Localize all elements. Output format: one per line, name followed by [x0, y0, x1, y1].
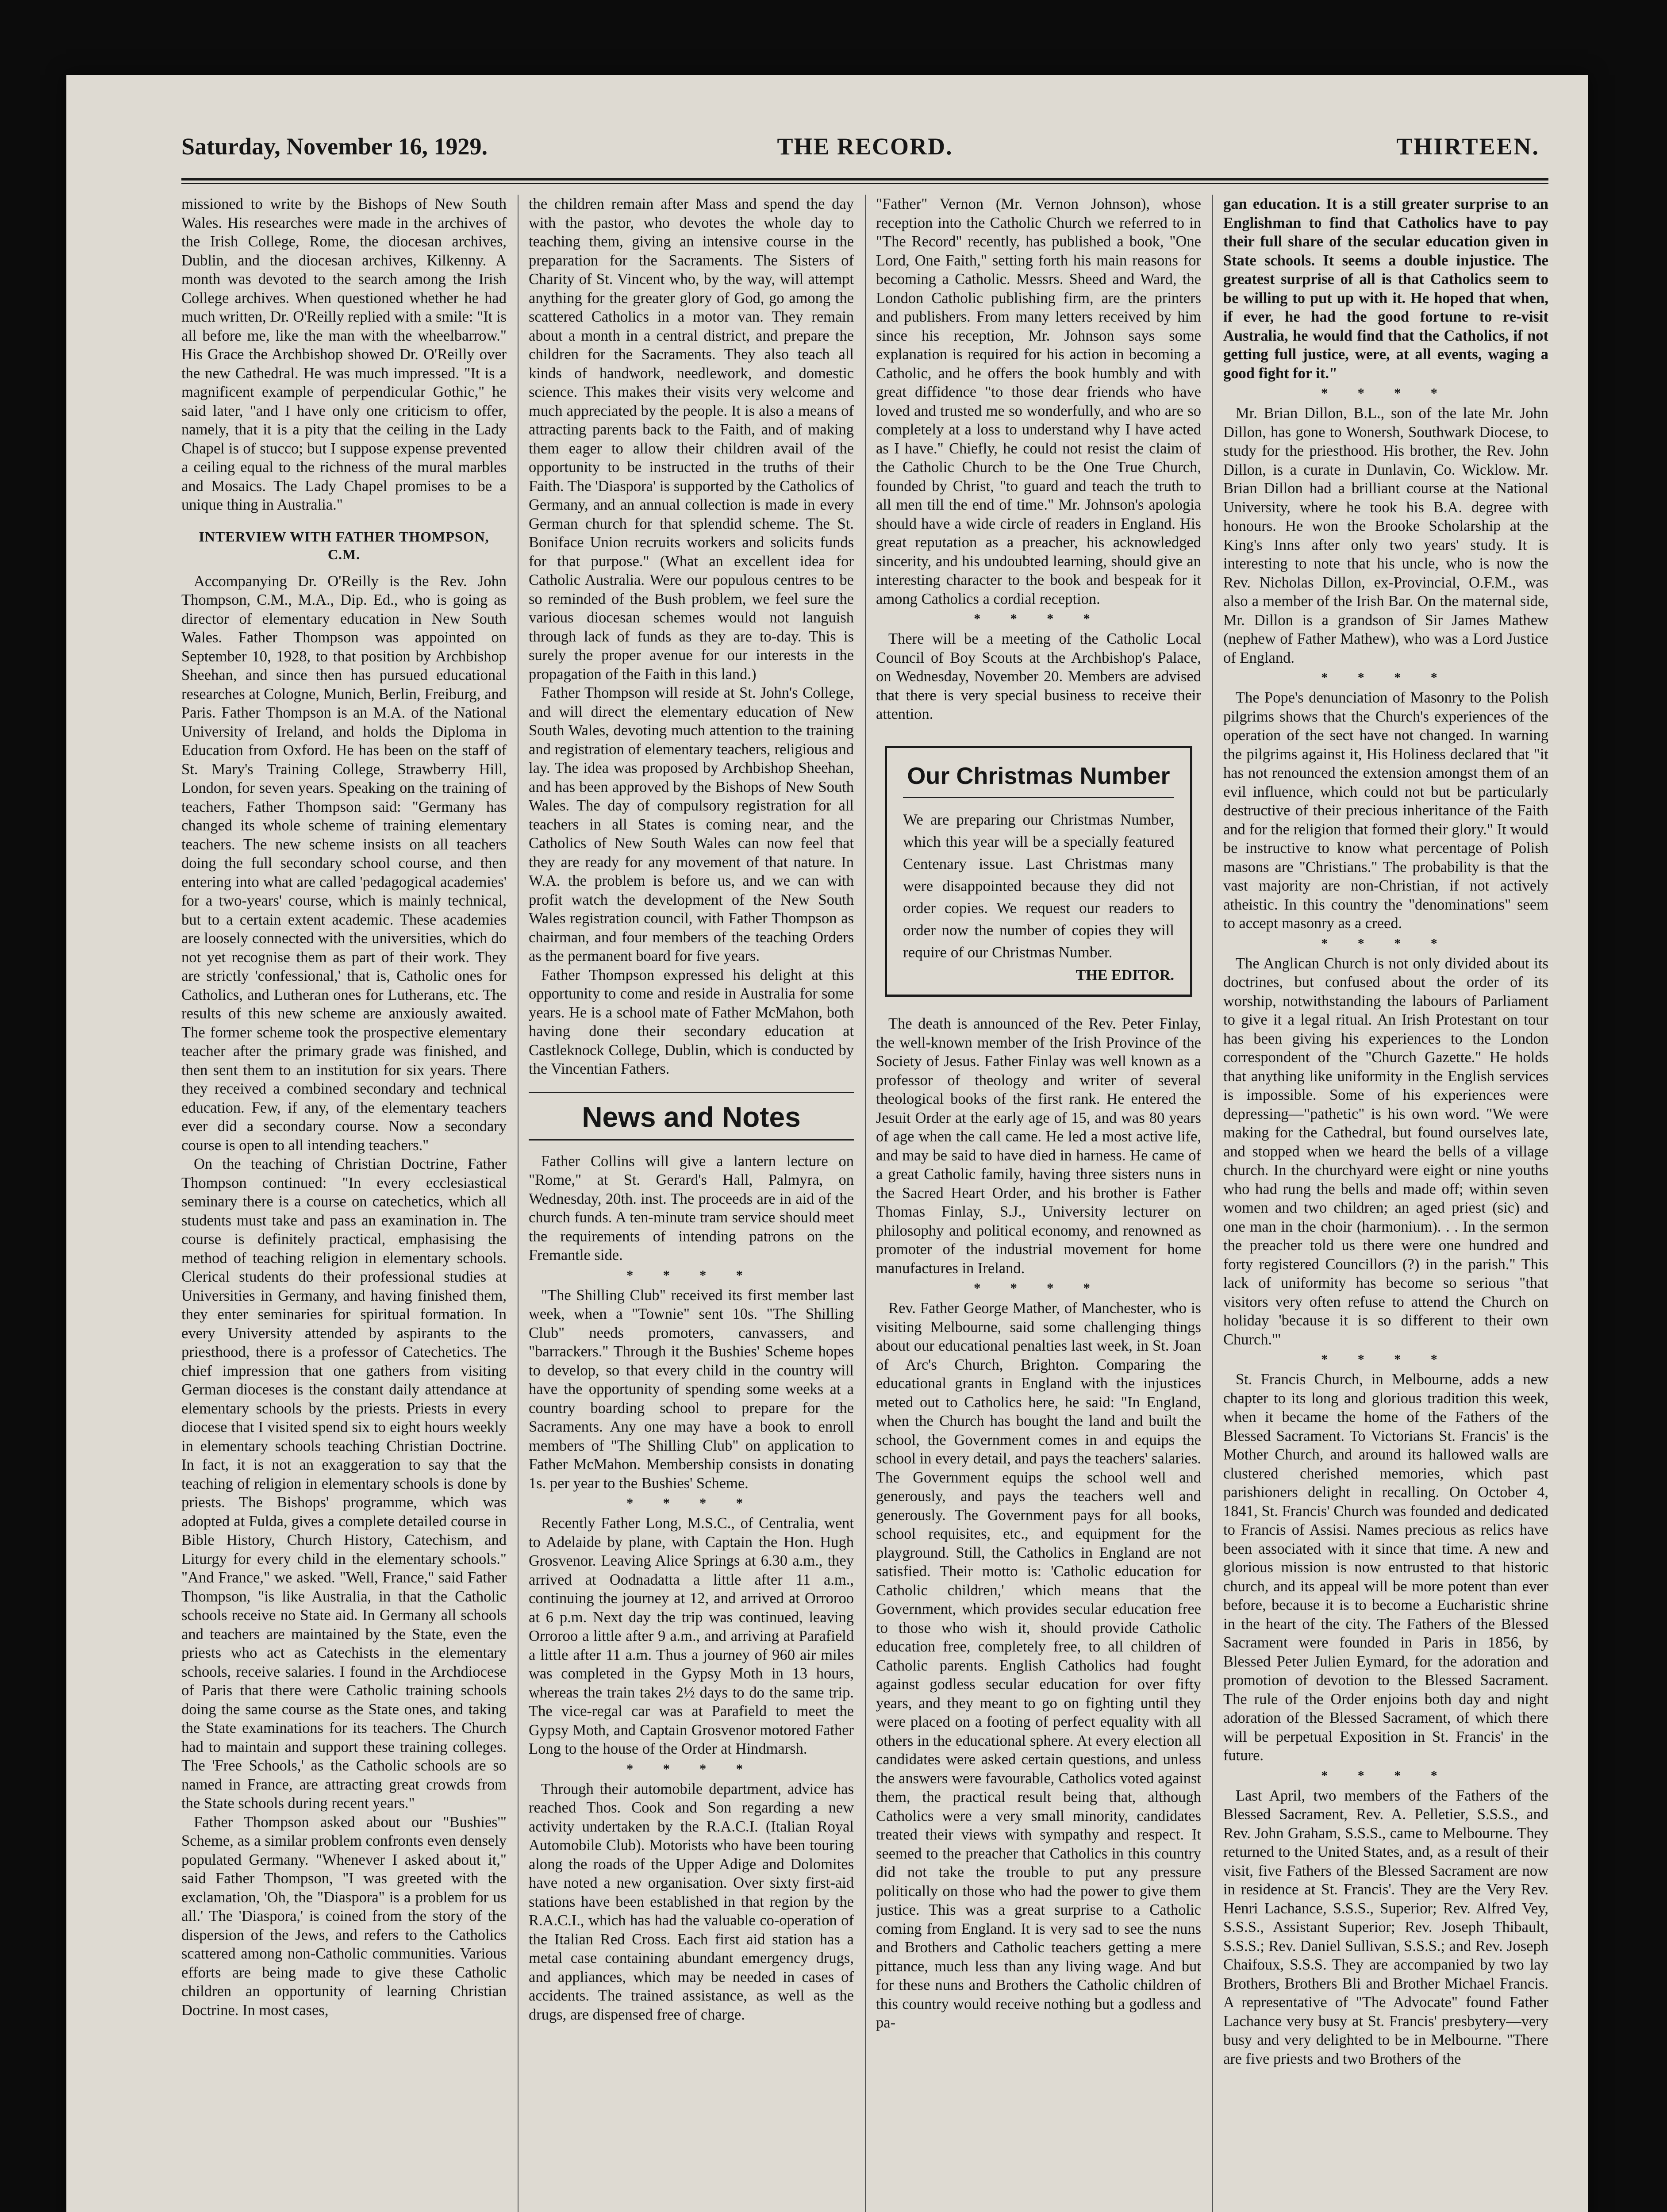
article-paragraph: Accompanying Dr. O'Reilly is the Rev. John Thompson, C.M., M.A., Dip. Ed., who is going as director of elementary education in New South Wales. Father Thompson was appointed on September 10, 1928, to that position by Archbishop Sheehan, and since then has pursued educational researches at Cologne, Munich, Berlin, Freiburg, and Paris. Father Thompson is an M.A. of the National University of Ireland, and holds the Diploma in Education from Oxford. He has been on the staff of St. Mary's Training College, Strawberry Hill, London, for seven years. Speaking on the training of teachers, Father Thompson said: "Germany has changed its whole scheme of training elementary teachers. The new scheme insists on all teachers doing the full secondary school course, and then entering into what are called 'pedagogical academies' for a two-years' course, which is mainly technical, but to a certain extent academic. These academies are loosely connected with the universities, which do not yet recognise them as part of their work. They are strictly 'confessional,' that is, Catholic ones for Catholics, and Lutheran ones for Lutherans, etc. The results of this new scheme are anxiously awaited. The former scheme took the prospective elementary teacher after the primary grade was finished, and then sent them to an institution for six years. There they received a combined secondary and technical education. Few, if any, of the elementary teachers ever did a secondary course. Now a secondary course is open to all intending teachers.": [181, 572, 507, 1154]
section-separator: * * * *: [626, 1761, 756, 1776]
notice-title: Our Christmas Number: [903, 761, 1174, 798]
column-3: [876, 195, 1201, 2212]
issue-date: Saturday, November 16, 1929.: [181, 133, 488, 160]
article-paragraph: The Pope's denunciation of Masonry to the Polish pilgrims shows that the Church's experiences of the operation of the sect have not changed. In warning the pilgrims against it, His Holiness declared that "it has not renounced the extension amongst them of an evil influence, which could not but be particularly destructive of their precious inheritance of the Faith and for the religion that formed their glory." It would be instructive to know what percentage of Polish masons are "Christians." The probability is that the vast majority are non-Christian, if not actively atheistic. In this country the "denominations" seem to accept masonry as a creed.: [1223, 689, 1548, 932]
article-paragraph: St. Francis Church, in Melbourne, adds a new chapter to its long and glorious tradition this week, when it became the home of the Fathers of the Blessed Sacrament. To Victorians St. Francis' is the Mother Church, and around its hallowed walls are clustered cherished memories, which past parishioners delight in recalling. On October 4, 1841, St. Francis' Church was founded and dedicated to Francis of Assisi. Names precious as relics have been associated with it since that time. A new and glorious mission is now entrusted to that historic church, and its appeal will be more potent than ever before, because it is to become a Eucharistic shrine in the heart of the city. The Fathers of the Blessed Sacrament were founded in Paris in 1856, by Blessed Peter Julien Eymard, for the adoration and promotion of devotion to the Blessed Sacrament. The rule of the Order enjoins both day and night adoration of the Blessed Sacrament, of which there will be perpetual Exposition in St. Francis' in the future.: [1223, 1371, 1548, 1764]
article-paragraph: Father Thompson will reside at St. John's College, and will direct the elementary education of New South Wales, devoting much attention to the training and registration of elementary teachers, religious and lay. The idea was proposed by Archbishop Sheehan, and has been approved by the Bishops of New South Wales. The day of compulsory registration for all teachers in all States is coming near, and the Catholics of New South Wales can now feel that they are ready for any movement of that nature. In W.A. the problem is before us, and we can with profit watch the development of the New South Wales registration council, with Father Thompson as chairman, and four members of the teaching Orders as the permanent board for five years.: [529, 684, 854, 964]
article-paragraph: the children remain after Mass and spend the day with the pastor, who devotes the whole day to teaching them, giving an intensive course in the preparation for the Sacraments. The Sisters of Charity of St. Vincent who, by the way, will attempt anything for the greater glory of God, go among the scattered Catholics in a motor van. They remain about a month in a central district, and prepare the children for the Sacraments. They also teach all kinds of handwork, needlework, and domestic science. This makes their visits very welcome and much appreciated by the people. It is also a means of attracting parents back to the Faith, and of making them eager to allow their children avail of the opportunity to be instructed in the truths of their Faith. The 'Diaspora' is supported by the Catholics of Germany, and an annual collection is made in every German church for that splendid scheme. The St. Boniface Union recruits workers and solicits funds for that purpose." (What an excellent idea for Catholic Australia. Were our populous centres to be so reminded of the Bush problem, we feel sure the various diocesan schemes would not languish through lack of funds as they are to-day. This is surely the proper avenue for our interests in the propagation of the Faith in this land.): [529, 196, 854, 683]
column-divider: [1212, 195, 1213, 2212]
section-separator: * * * *: [1321, 936, 1451, 951]
section-separator: * * * *: [1321, 1352, 1451, 1367]
article-paragraph: missioned to write by the Bishops of New South Wales. His researches were made in the archives of the Irish College, Rome, the diocesan archives, Dublin, and the diocesan archives, Kilkenny. A month was devoted to the search among the Irish College archives. When questioned whether he had much written, Dr. O'Reilly replied with a smile: "It is all before me, like the man with the wheelbarrow." His Grace the Archbishop showed Dr. O'Reilly over the new Cathedral. He was much impressed. "It is a magnificent example of perpendicular Gothic," he said later, "and I have only one criticism to offer, namely, that it is a pity that the ceiling in the Lady Chapel is of stucco; but I suppose expense prevented a ceiling equal to the richness of the mural marbles and Mosaics. The Lady Chapel promises to be a unique thing in Australia.": [181, 196, 507, 513]
section-separator: * * * *: [974, 611, 1103, 626]
section-separator: * * * *: [974, 1281, 1103, 1295]
newspaper-page: [66, 75, 1588, 2212]
notice-signature: THE EDITOR.: [1075, 967, 1174, 983]
article-paragraph: Recently Father Long, M.S.C., of Centralia, went to Adelaide by plane, with Captain the Hon. Hugh Grosvenor. Leaving Alice Springs at 6.30 a.m., they arrived at Oodnadatta a little after 11 a.m., continuing the journey at 12, and arrived at Orroroo at 6 p.m. Next day the trip was continued, leaving Orroroo a little after 9 a.m., and arriving at Parafield a little after 11 a.m. Thus a journey of 960 air miles was completed in the Gypsy Moth in 13 hours, whereas the train takes 2½ days to do the same trip. The vice-regal car was at Parafield to meet the Gypsy Moth, and Captain Grosvenor motored Father Long to the house of the Order at Hindmarsh.: [529, 1515, 854, 1757]
article-columns: [181, 195, 1548, 2212]
section-separator: * * * *: [626, 1496, 756, 1510]
notice-body: We are preparing our Christmas Number, which this year will be a specially featured Centenary issue. Last Christmas many were disappointed because they did not order copies. We request our readers to order now the number of copies they will require of our Christmas Number.: [903, 810, 1174, 961]
article-paragraph: Father Collins will give a lantern lecture on "Rome," at St. Gerard's Hall, Palmyra, on Wednesday, 20th. inst. The proceeds are in aid of the church funds. A ten-minute tram service should meet the requirements of intending patrons on the Fremantle side.: [529, 1152, 854, 1263]
article-paragraph: gan education. It is a still greater surprise to an Englishman to find that Catholics have to pay their full share of the secular education given in State schools. It seems a double injustice. The greatest surprise of all is that Catholics seem to be willing to put up with it. He hoped that when, if ever, he had the good fortune to re-visit Australia, he would find that the Catholics, if not getting full justice, were, at all events, waging a good fight for it.": [1223, 196, 1548, 382]
column-1: [181, 195, 507, 2212]
section-subhead: INTERVIEW WITH FATHER THOMPSON, C.M.: [199, 528, 489, 562]
column-4: [1223, 195, 1548, 2212]
section-separator: * * * *: [1321, 670, 1451, 685]
article-paragraph: Through their automobile department, advice has reached Thos. Cook and Son regarding a new activity undertaken by the R.A.C.I. (Italian Royal Automobile Club). Motorists who have been touring along the roads of the Upper Adige and Dolomites have noted a new organisation. Over sixty first-aid stations have been established in that region by the R.A.C.I., which has had the valuable co-operation of the Italian Red Cross. Each first aid station has a metal case containing abundant emergency drugs, and appliances, which may be needed in cases of accidents. The trained assistance, as well as the drugs, are dispensed free of charge.: [529, 1780, 854, 2023]
column-divider: [865, 195, 866, 2212]
article-paragraph: "Father" Vernon (Mr. Vernon Johnson), whose reception into the Catholic Church we referred to in "The Record" recently, has published a book, "One Lord, One Faith," setting forth his main reasons for becoming a Catholic. Messrs. Sheed and Ward, the London Catholic publishing firm, are the printers and publishers. From many letters received by him since his reception, Mr. Johnson says some explanation is required for his action in becoming a Catholic, and he offers the book humbly and with great diffidence "to those dear friends who have loved and trusted me so wonderfully, and who are so completely at a loss to understand why I have acted as I have." Chiefly, he could not resist the claim of the Catholic Church to be the One True Church, founded by Christ, "to guard and teach the truth to all men till the end of time." Mr. Johnson's apologia should have a wide circle of readers in England. His great reputation as a preacher, his acknowledged sincerity, and his undoubted learning, should give an interesting character to the book and bespeak for it among Catholics a cordial reception.: [876, 196, 1201, 607]
article-paragraph: Last April, two members of the Fathers of the Blessed Sacrament, Rev. A. Pelletier, S.S.S., and Rev. John Graham, S.S.S., came to Melbourne. They returned to the United States, and, as a result of their visit, five Fathers of the Blessed Sacrament are now in residence at St. Francis'. They are the Very Rev. Henri Lachance, S.S.S., Superior; Rev. Alfred Vey, S.S.S., Assistant Superior; Rev. Joseph Thibault, S.S.S.; Rev. Daniel Sullivan, S.S.S.; and Rev. Joseph Chaifoux, S.S.S. They are accompanied by two lay Brothers, Brothers Bli and Brother Michael Francis. A representative of "The Advocate" found Father Lachance very busy at St. Francis' presbytery—very busy and very delighted to be in Melbourne. "There are five priests and two Brothers of the: [1223, 1787, 1548, 2067]
news-and-notes-heading: News and Notes: [529, 1092, 854, 1141]
article-paragraph: The death is announced of the Rev. Peter Finlay, the well-known member of the Irish Province of the Society of Jesus. Father Finlay was well known as a professor of theology and writer of several theological books of the first rank. He entered the Jesuit Order at the early age of 15, and was 80 years of age when the call came. He led a most active life, and may be said to have died in harness. He came of a great Catholic family, having three sisters nuns in the Sacred Heart Order, and his brother is Father Thomas Finlay, S.J., University lecturer on philosophy and political economy, and renowned as promoter of the industrial movement for home manufactures in Ireland.: [876, 1015, 1201, 1277]
paper-title: THE RECORD.: [777, 133, 953, 160]
article-paragraph: There will be a meeting of the Catholic Local Council of Boy Scouts at the Archbishop's Palace, on Wednesday, November 20. Members are advised that there is very special business to receive their attention.: [876, 630, 1201, 722]
article-paragraph: The Anglican Church is not only divided about its doctrines, but confused about the order of its worship, notwithstanding the labours of Parliament to give it a legal ritual. An Irish Protestant on tour has been giving his experiences to the London correspondent of the "Church Gazette." He holds that anything like uniformity in the English services is impossible. Some of his experiences were depressing—"pathetic" is his own word. "We were making for the Cathedral, but found ourselves late, and stopped when we heard the bells of a village church. In the churchyard were eight or nine youths who had rung the bells and made off; within seven women and two children; an aged priest (sic) and one man in the choir (harmonium). . . In the sermon the preacher told us there were one hundred and forty registered Councillors (?) in the parish." This lack of uniformity has become so serious "that visitors very often refuse to attend the Church on holiday 'because it is so different to their own Church.'": [1223, 955, 1548, 1348]
column-2: [529, 195, 854, 2212]
article-paragraph: Father Thompson asked about our "Bushies'" Scheme, as a similar problem confronts even densely populated Germany. "Whenever I asked about it," said Father Thompson, "I was greeted with the exclamation, 'Oh, the "Diaspora" is a problem for us all.' The 'Diaspora,' is coined from the story of the dispersion of the Jews, and refers to the Catholics scattered among non-Catholic communities. Various efforts are being made to give these Catholic children an opportunity of learning Christian Doctrine. In most cases,: [181, 1813, 507, 2019]
masthead-rule-thick: [181, 178, 1548, 180]
section-separator: * * * *: [1321, 1768, 1451, 1783]
masthead-rule-thin: [181, 183, 1548, 184]
article-paragraph: Rev. Father George Mather, of Manchester, who is visiting Melbourne, said some challenging things about our educational penalties last week, in St. Joan of Arc's Church, Brighton. Comparing the educational grants in England with the injustices meted out to Catholics here, he said: "In England, when the Church has bought the land and built the school, the Government comes in and equips the school in every detail, and pays the teachers' salaries. The Government equips the school well and generously, and pays the teachers well and generously. The Government pays for all books, school requisites, etc., and equipment for the playground. Still, the Catholics in England are not satisfied. Their motto is: 'Catholic education for Catholic children,' which means that the Government, which provides secular education free to those who wish it, should provide Catholic education free, completely free, to all children of Catholic parents. English Catholics had fought against godless secular education for over fifty years, and they meant to go on fighting until they were placed on a footing of perfect equality with all others in the educational sphere. At every election all candidates were asked certain questions, and unless the answers were favourable, Catholics voted against them, the practical result being that, although Catholics were a very small minority, candidates treated their views with sympathy and respect. It seemed to the preacher that Catholics in this country did not take the trouble to put any pressure politically on those who had the power to give them justice. This was a great surprise to a Catholic coming from England. It is very sad to see the nuns and Brothers and Catholic teachers getting a mere pittance, much less than any living wage. And but for these nuns and Brothers the Catholic children of this country would receive nothing but a godless and pa-: [876, 1300, 1201, 2031]
page-number: THIRTEEN.: [1396, 133, 1540, 160]
masthead: [181, 124, 1548, 173]
article-paragraph: Mr. Brian Dillon, B.L., son of the late Mr. John Dillon, has gone to Wonersh, Southwark Diocese, to study for the priesthood. His brother, the Rev. John Dillon, is a curate in Dunlavin, Co. Wicklow. Mr. Brian Dillon had a brilliant course at the National University, where he took his B.A. degree with honours. He won the Brooke Scholarship at the King's Inns after only two years' study. It is interesting to note that his uncle, who is now the Rev. Nicholas Dillon, ex-Provincial, O.F.M., was also a member of the Irish Bar. On the maternal side, Mr. Dillon is a grandson of Sir James Mathew (nephew of Father Mathew), who was a Lord Justice of England.: [1223, 405, 1548, 666]
section-separator: * * * *: [626, 1267, 756, 1283]
section-separator: * * * *: [1321, 386, 1451, 400]
christmas-number-notice: [885, 746, 1192, 997]
article-paragraph: "The Shilling Club" received its first member last week, when a "Townie" sent 10s. "The Shilling Club" needs promoters, canvassers, and "barrackers." Through it the Bushies' Scheme hopes to develop, so that every child in the country will have the opportunity of spending some weeks at a country boarding school to prepare for the Sacraments. Any one may have a book to enroll members of "The Shilling Club" on application to Father McMahon. Membership consists in donating 1s. per year to the Bushies' Scheme.: [529, 1286, 854, 1492]
column-divider: [518, 195, 519, 2212]
article-paragraph: Father Thompson expressed his delight at this opportunity to come and reside in Australia for some years. He is a school mate of Father McMahon, both having done their secondary education at Castleknock College, Dublin, which is conducted by the Vincentian Fathers.: [529, 966, 854, 1077]
article-paragraph: On the teaching of Christian Doctrine, Father Thompson continued: "In every ecclesiastical seminary there is a course on catechetics, which all students must take and pass an examination in. The course is definitely practical, emphasising the method of teaching religion in elementary schools. Clerical students do their professional studies at Universities in Germany, and having finished them, they enter seminaries for spiritual formation. In every University attended by aspirants to the priesthood, there is a professor of Catechetics. The chief impression that one gathers from visiting German dioceses is the constant daily attendance at elementary schools by the priests. Priests in every diocese that I visited spend six to eight hours weekly in elementary schools teaching Christian Doctrine. In fact, it is not an exaggeration to say that the teaching of religion in elementary schools is done by priests. The Bishops' programme, which was adopted at Fulda, gives a complete detailed course in Bible History, Church History, Catechism, and Liturgy for every child in the elementary schools." "And France," we asked. "Well, France," said Father Thompson, "is like Australia, in that the Catholic schools receive no State aid. In Germany all schools and teachers are maintained by the State, even the priests who act as Catechists in the elementary schools, receive salaries. I found in the Archdiocese of Paris that there were Catholic training schools doing the same course as the State ones, and taking the State examinations for its teachers. The Church had to maintain and support these training colleges. The 'Free Schools,' as the Catholic schools are so named in France, are attracting great crowds from the State schools during recent years.": [181, 1156, 507, 1812]
